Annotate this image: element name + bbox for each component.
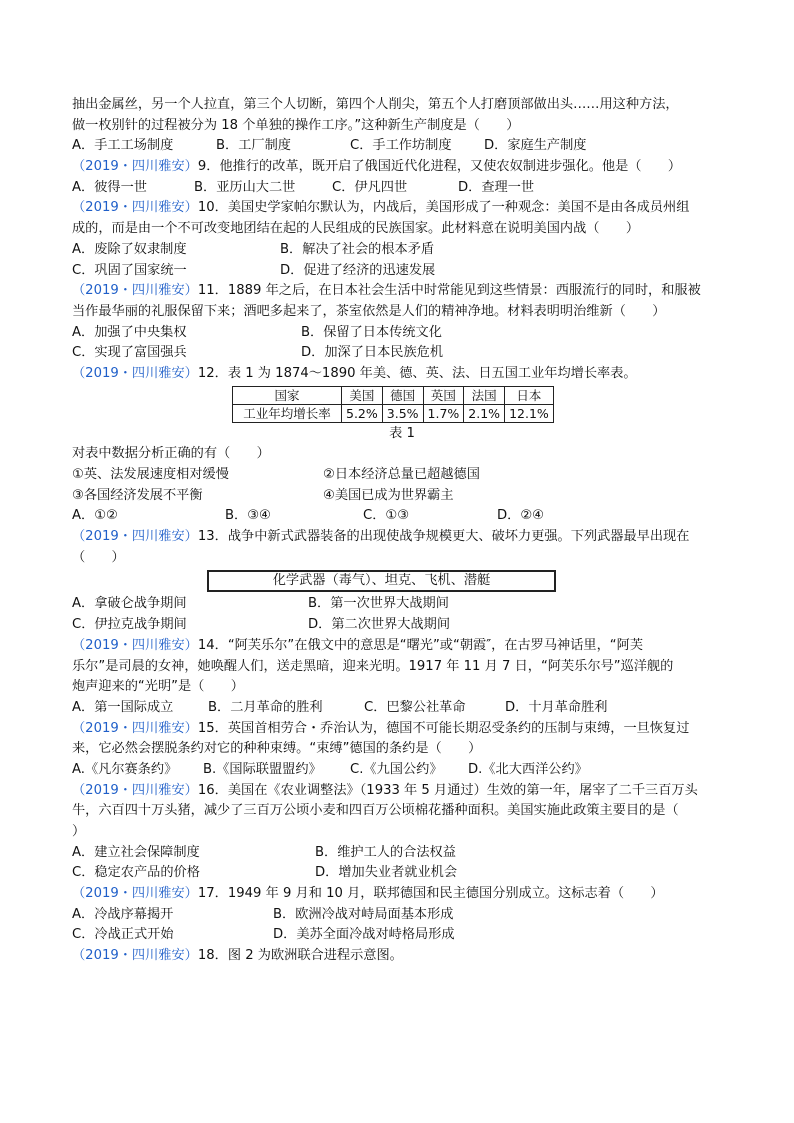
source-tag: （2019・四川雅安） [72,720,198,736]
table-cell: 日本 [505,386,554,404]
option-c: C．巴黎公社革命 [364,699,466,715]
table-cell: 12.1% [505,404,554,422]
options-q17 [72,925,722,946]
question-13: （2019・四川雅安）13．战争中新式武器装备的出现使战争规模更大、破坏力更强。下列武器最早出现在 [72,529,690,545]
options-q15 [72,760,722,781]
option-c: C．伊拉克战争期间 [72,617,187,633]
option-c: C.《九国公约》 [350,761,443,777]
options-q10 [72,261,722,282]
question-text: 来，它必然会摆脱条约对它的种种束缚。“束缚”德国的条约是（ ） [72,741,482,757]
question-10: （2019・四川雅安）10．美国史学家帕尔默认为，内战后，美国形成了一种观念：美国不是由各成员州组 [72,200,690,216]
option-b: B．工厂制度 [216,138,291,154]
table-cell: 德国 [382,386,423,404]
weapons-box: 化学武器（毒气）、坦克、飞机、潜艇 [207,570,556,592]
option-a: A．建立社会保障制度 [72,844,200,860]
table-cell: 美国 [342,386,383,404]
option-c: C．①③ [363,508,410,524]
table-cell: 3.5% [382,404,423,422]
options-q11 [72,343,722,364]
source-tag: （2019・四川雅安） [72,200,198,216]
exam-page [72,95,722,967]
option-c: C．实现了富国强兵 [72,345,187,361]
options-q14 [72,698,722,719]
statement-2: ②日本经济总量已超越德国 [323,467,480,482]
options-q13 [72,594,722,615]
table-row [233,404,554,422]
question-text: 做一枚别针的过程被分为 18 个单独的操作工序。”这种新生产制度是（ ） [72,117,520,133]
source-tag: （2019・四川雅安） [72,283,198,299]
source-tag: （2019・四川雅安） [72,159,198,175]
options-q17 [72,905,722,926]
options-q11 [72,323,722,344]
source-tag: （2019・四川雅安） [72,637,198,653]
option-d: D．家庭生产制度 [484,138,587,154]
table-cell: 5.2% [342,404,383,422]
option-d: D．十月革命胜利 [505,699,608,715]
option-a: A．彼得一世 [72,179,147,195]
question-text: 抽出金属丝，另一个人拉直，第三个人切断，第四个人削尖，第五个人打磨顶部做出头……用这种方法， [72,97,679,112]
option-a: A．手工工场制度 [72,138,174,154]
option-b: B．二月革命的胜利 [208,699,323,715]
option-d: D．增加失业者就业机会 [315,865,458,881]
option-c: C．巩固了国家统一 [72,262,187,278]
option-b: B．保留了日本传统文化 [301,324,442,340]
question-11: （2019・四川雅安）11．1889 年之后，在日本社会生活中时常能见到这些情景：西服流行的同时，和服被 [72,283,701,299]
option-a: A．加强了中央集权 [72,324,187,340]
source-tag: （2019・四川雅安） [72,782,198,798]
options-q9 [72,178,722,199]
options-q16 [72,863,722,884]
options-q8 [72,136,722,157]
option-b: B．维护工人的合法权益 [315,844,456,860]
question-text: 对表中数据分析正确的有（ ） [72,446,270,462]
option-a: A.《凡尔赛条约》 [72,761,178,777]
option-c: C．伊凡四世 [332,179,408,195]
question-text: （ ） [72,549,125,565]
question-text: 当作最华丽的礼服保留下来；酒吧多起来了，茶室依然是人们的精神净地。材料表明明治维新（ ） [72,303,666,319]
option-b: B．亚历山大二世 [194,179,296,195]
options-q12 [72,506,722,527]
table-cell: 国家 [233,386,342,404]
option-d: D．②④ [497,508,544,524]
option-b: B．第一次世界大战期间 [308,596,449,612]
table-cell: 法国 [464,386,505,404]
statements-q12 [72,465,722,486]
question-text: 炮声迎来的“光明”是（ ） [72,679,244,695]
table-1 [232,386,722,423]
table-cell: 英国 [423,386,464,404]
source-tag: （2019・四川雅安） [72,886,198,902]
source-tag: （2019・四川雅安） [72,365,198,381]
options-q13 [72,615,722,636]
option-d: D．第二次世界大战期间 [308,617,451,633]
option-d: D．促进了经济的迅速发展 [280,262,436,278]
option-b: B．欧洲冷战对峙局面基本形成 [273,906,454,922]
option-d: D．美苏全面冷战对峙格局形成 [273,927,455,943]
statements-q12 [72,486,722,507]
source-tag: （2019・四川雅安） [72,529,198,545]
statement-3: ③各国经济发展不平衡 [72,487,203,503]
question-15: （2019・四川雅安）15．英国首相劳合・乔治认为，德国不可能长期忍受条约的压制与束缚，一旦恢复过 [72,720,690,736]
options-q10 [72,240,722,261]
option-a: A．第一国际成立 [72,699,174,715]
table-cell: 2.1% [464,404,505,422]
question-text: 乐尔”是司晨的女神，她唤醒人们，送走黑暗，迎来光明。1917 年 11 月 7 日，“阿芙乐尔号”巡洋舰的 [72,658,674,674]
option-a: A．①② [72,508,118,524]
option-a: A．拿破仑战争期间 [72,596,187,612]
table-cell: 1.7% [423,404,464,422]
question-text: 牛，六百四十万头猪，减少了三百万公顷小麦和四百万公顷棉花播种面积。美国实施此政策主要目的是（ [72,803,679,819]
question-17: （2019・四川雅安）17．1949 年 9 月和 10 月，联邦德国和民主德国分别成立。这标志着（ ） [72,886,664,902]
question-text: ） [72,824,86,839]
option-c: C．手工作坊制度 [350,138,452,154]
question-9: （2019・四川雅安）9．他推行的改革，既开启了俄国近代化进程，又使农奴制进步强化。他是（ ） [72,159,682,175]
source-tag: （2019・四川雅安） [72,948,198,964]
statement-4: ④美国已成为世界霸主 [323,487,454,503]
option-b: B．③④ [225,508,271,524]
option-c: C．冷战正式开始 [72,927,174,943]
question-12: （2019・四川雅安）12．表 1 为 1874～1890 年美、德、英、法、日五国工业年均增长率表。 [72,365,637,381]
table-cell: 工业年均增长率 [233,404,342,422]
option-a: A．废除了奴隶制度 [72,241,187,257]
option-b: B．解决了社会的根本矛盾 [280,241,435,257]
options-q16 [72,843,722,864]
statement-1: ①英、法发展速度相对缓慢 [72,467,229,482]
option-d: D．查理一世 [458,179,535,195]
option-a: A．冷战序幕揭开 [72,906,174,922]
option-d: D.《北大西洋公约》 [468,761,588,777]
option-d: D．加深了日本民族危机 [301,345,444,361]
question-16: （2019・四川雅安）16．美国在《农业调整法》（1933 年 5 月通过）生效的第一年，屠宰了二千三百万头 [72,782,698,798]
option-b: B.《国际联盟盟约》 [203,761,322,777]
question-18: （2019・四川雅安）18．图 2 为欧洲联合进程示意图。 [72,948,403,964]
table-header-row [233,386,554,404]
option-c: C．稳定农产品的价格 [72,865,200,881]
table-caption: 表 1 [389,425,415,441]
question-14: （2019・四川雅安）14．“阿芙乐尔”在俄文中的意思是“曙光”或“朝霞″，在古罗马神话里，“阿芙 [72,637,644,653]
question-text: 成的，而是由一个不可改变地团结在起的人民组成的民族国家。此材料意在说明美国内战（ ） [72,221,640,237]
